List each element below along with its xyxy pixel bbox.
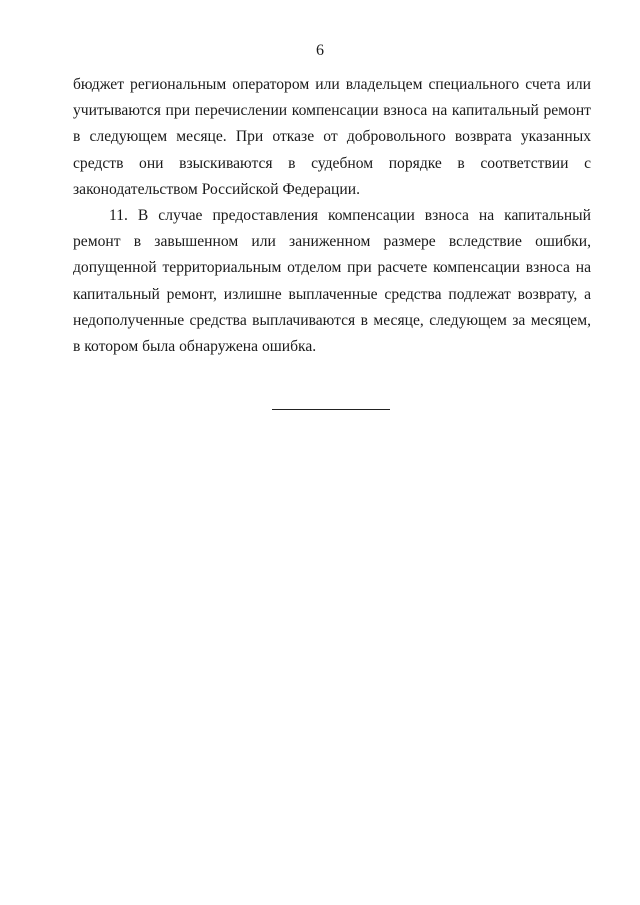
paragraph-continuation: бюджет региональным оператором или владельцем специального счета или учитываются при перечислении компенсации взноса на капитальный ремонт в следующем месяце. При отказе от добровольного возврата указанных средств они взыскиваются в судебном порядке в соответствии с законодательством Российской Федерации. <box>73 76 591 198</box>
document-body <box>73 72 591 360</box>
paragraph-item-11: 11. В случае предоставления компенсации взноса на капитальный ремонт в завышенном или заниженном размере вследствие ошибки, допущенной территориальным отделом при расчете компенсации взноса на капитальный ремонт, излишне выплаченные средства подлежат возврату, а недополученные средства выплачиваются в месяце, следующем за месяцем, в котором была обнаружена ошибка. <box>73 207 591 356</box>
closing-divider <box>272 409 390 410</box>
page-number: 6 <box>316 42 324 59</box>
